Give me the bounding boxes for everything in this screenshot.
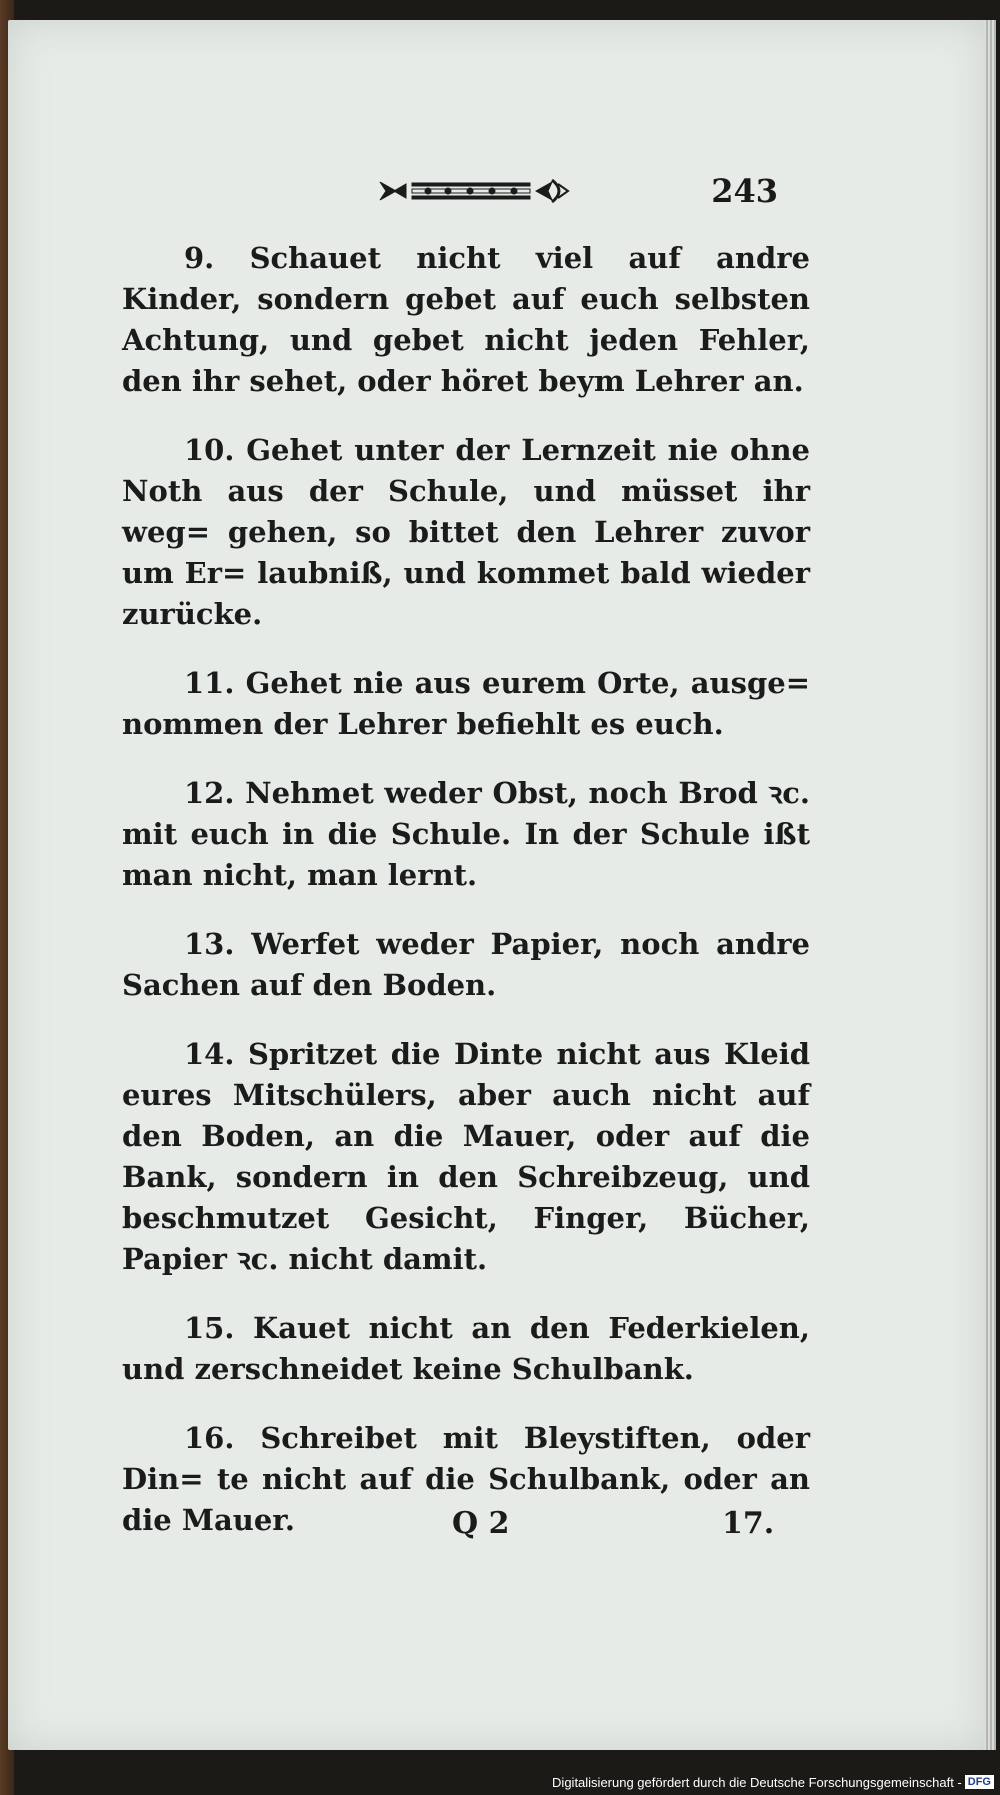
- page-body: [122, 238, 810, 1569]
- page-number: 243: [711, 172, 778, 210]
- rule-paragraph-10: 10. Gehet unter der Lernzeit nie ohne Noth aus der Schule, und müsset ihr weg= gehen, so bittet den Lehrer zuvor um Er= laubniß, und kommet bald wieder zurücke.: [122, 433, 810, 631]
- page-header: [376, 168, 804, 220]
- signature-mark: Q 2: [452, 1506, 510, 1541]
- rule-paragraph-14: 14. Spritzet die Dinte nicht aus Kleid eures Mitschülers, aber auch nicht auf den Boden, an die Mauer, oder auf die Bank, sondern in den Schreibzeug, und beschmutzet Gesicht, Finger, Bücher, Papier ꝛc. nicht damit.: [122, 1037, 810, 1276]
- rule-paragraph-13: 13. Werfet weder Papier, noch andre Sachen auf den Boden.: [122, 927, 810, 1002]
- rule-paragraph-11: 11. Gehet nie aus eurem Orte, ausge= nommen der Lehrer befiehlt es euch.: [122, 666, 810, 741]
- rule-paragraph-12: 12. Nehmet weder Obst, noch Brod ꝛc. mit euch in die Schule. In der Schule ißt man nicht, man lernt.: [122, 776, 810, 892]
- catchword: 17.: [722, 1506, 775, 1541]
- dfg-logo: DFG: [965, 1775, 994, 1789]
- rule-paragraph-16: 16. Schreibet mit Bleystiften, oder Din= te nicht auf die Schulbank, oder an die Mauer.: [122, 1421, 810, 1537]
- page-edges: [984, 20, 996, 1750]
- header-ornament-icon: [376, 174, 572, 208]
- digitization-credit: [552, 1771, 994, 1793]
- rule-paragraph-9: 9. Schauet nicht viel auf andre Kinder, sondern gebet auf euch selbsten Achtung, und gebet nicht jeden Fehler, den ihr sehet, oder höret beym Lehrer an.: [122, 241, 810, 398]
- credit-text: Digitalisierung gefördert durch die Deutsche Forschungsgemeinschaft -: [552, 1774, 962, 1790]
- rule-paragraph-15: 15. Kauet nicht an den Federkielen, und zerschneidet keine Schulbank.: [122, 1311, 810, 1386]
